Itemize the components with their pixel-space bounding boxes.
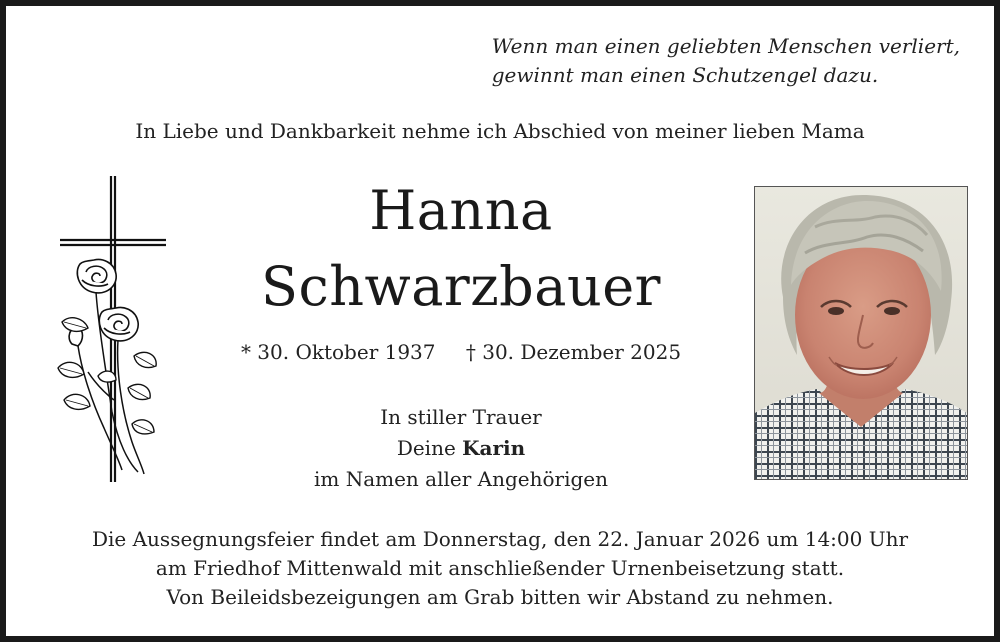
birth-date: * 30. Oktober 1937 [240, 340, 436, 364]
mourners-block [206, 402, 716, 495]
mourner-name: Karin [462, 436, 526, 460]
quote-line-1: Wenn man einen geliebten Menschen verliert, [491, 34, 960, 58]
mourner-line [206, 433, 716, 464]
mourner-prefix: Deine [396, 436, 456, 460]
cross-with-roses-icon [52, 172, 172, 484]
life-dates [206, 340, 716, 364]
service-line-3: Von Beileidsbezeigungen am Grab bitten wir Abstand zu nehmen. [166, 585, 834, 609]
deceased-first-name: Hanna [369, 179, 553, 242]
farewell-intro: In Liebe und Dankbarkeit nehme ich Abschied von meiner lieben Mama [135, 119, 865, 143]
death-date: † 30. Dezember 2025 [465, 340, 682, 364]
deceased-last-name: Schwarzbauer [260, 255, 661, 318]
relatives-line: im Namen aller Angehörigen [313, 467, 608, 491]
portrait-image [755, 187, 967, 479]
memorial-quote [492, 32, 960, 90]
quote-line-2: gewinnt man einen Schutzengel dazu. [491, 63, 879, 87]
service-line-1: Die Aussegnungsfeier findet am Donnerstag, den 22. Januar 2026 um 14:00 Uhr [91, 527, 909, 551]
mourning-line: In stiller Trauer [380, 405, 542, 429]
funeral-service-info [6, 525, 994, 612]
service-line-2: am Friedhof Mittenwald mit anschließender Urnenbeisetzung statt. [155, 556, 845, 580]
portrait-photo [754, 186, 968, 480]
